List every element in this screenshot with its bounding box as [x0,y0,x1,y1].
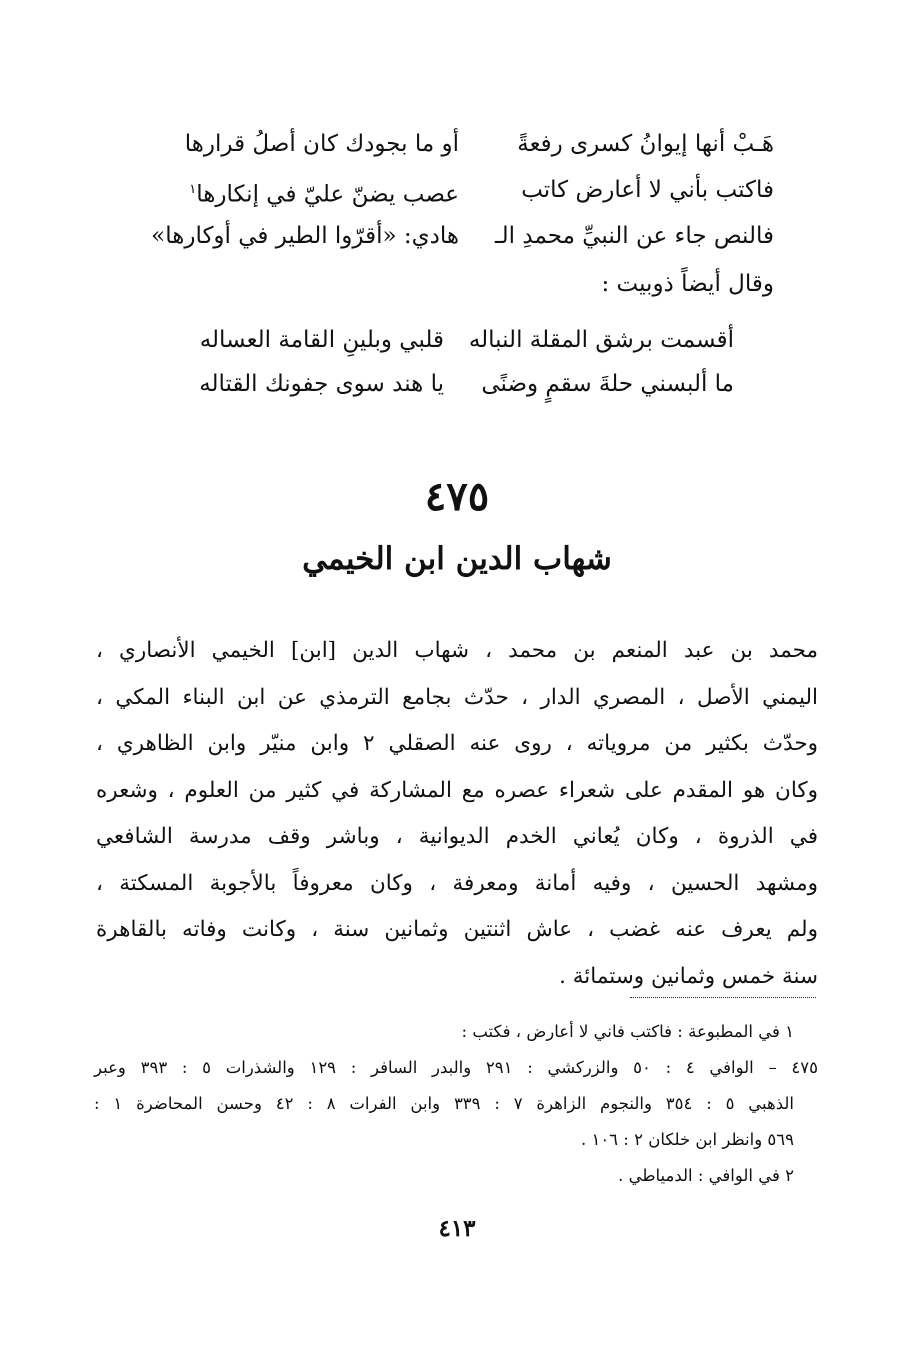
verse-second-hemistich [159,170,459,215]
verse-second-hemistich: يا هند سوى جفونك القتاله [199,371,444,397]
verse-second-hemistich: قلبي وبلينِ القامة العساله [199,327,444,353]
body-line: ولم يعرف عنه غضب ، عاش اثنتين وثمانين سنة ، وكانت وفاته بالقاهرة [96,917,818,942]
poem-verse [0,124,914,164]
footnote: الذهبي ٥ : ٣٥٤ والنجوم الزاهرة ٧ : ٣٣٩ وابن الفرات ٨ : ٤٢ وحسن المحاضرة ١ : [94,1094,794,1113]
verse-text: عصب يضنّ عليّ في إنكارها [196,181,459,208]
verse-first-hemistich: فاكتب بأني لا أعارض كاتب [521,177,774,203]
verse-first-hemistich: أقسمت برشق المقلة النباله [468,327,734,353]
body-line: ومشهد الحسين ، وفيه أمانة ومعرفة ، وكان معروفاً بالأجوبة المسكتة ، [96,870,818,896]
body-line: سنة خمس وثمانين وستمائة . [559,963,818,989]
footnote-divider [630,997,816,998]
verse-second-hemistich: هادي: «أقرّوا الطير في أوكارها» [151,223,459,249]
body-line: وكان هو المقدم على شعراء عصره مع المشاركة في كثير من العلوم ، وشعره [96,777,818,803]
entry-number: ٤٧٥ [424,473,490,520]
footnote: ١ في المطبوعة : فاكتب فاني لا أعارض ، فكتب : [461,1022,794,1041]
entry-title: شهاب الدين ابن الخيمي [302,541,612,577]
poem-verse [0,216,914,256]
footnote: ٥٦٩ وانظر ابن خلكان ٢ : ١٠٦ . [580,1130,794,1149]
entry-body [96,628,818,1000]
footnotes [94,1014,818,1194]
poem-verse [0,170,914,210]
intro-line: وقال أيضاً ذوبيت : [601,271,774,297]
body-line: اليمني الأصل ، المصري الدار ، حدّث بجامع الترمذي عن ابن البناء المكي ، [96,684,818,710]
footnote: ٢ في الوافي : الدمياطي . [618,1166,794,1185]
verse-first-hemistich: ما ألبسني حلةَ سقمٍ وضنًى [481,371,734,397]
poem-verse [0,320,914,360]
poem-verse [0,364,914,404]
footnote-mark: ١ [189,182,197,197]
body-line: محمد بن عبد المنعم بن محمد ، شهاب الدين [ابن] الخيمي الأنصاري ، [96,638,818,663]
body-line: وحدّث بكثير من مروياته ، روى عنه الصقلي ٢ وابن منيّر وابن الظاهري ، [96,731,818,756]
page-number: ٤١٣ [438,1215,476,1242]
verse-second-hemistich: أو ما بجودك كان أصلُ قرارها [184,131,459,157]
body-line: في الذروة ، وكان يُعاني الخدم الديوانية ، وباشر وقف مدرسة الشافعي [96,824,818,849]
verse-first-hemistich: فالنص جاء عن النبيِّ محمدِ الـ [494,223,774,249]
footnote: ٤٧٥ – الوافي ٤ : ٥٠ والزركشي : ٢٩١ والبدر السافر : ١٢٩ والشذرات ٥ : ٣٩٣ وعبر [94,1058,818,1077]
verse-first-hemistich: هَـبْ أنها إيوانُ كسرى رفعةً [517,131,774,157]
